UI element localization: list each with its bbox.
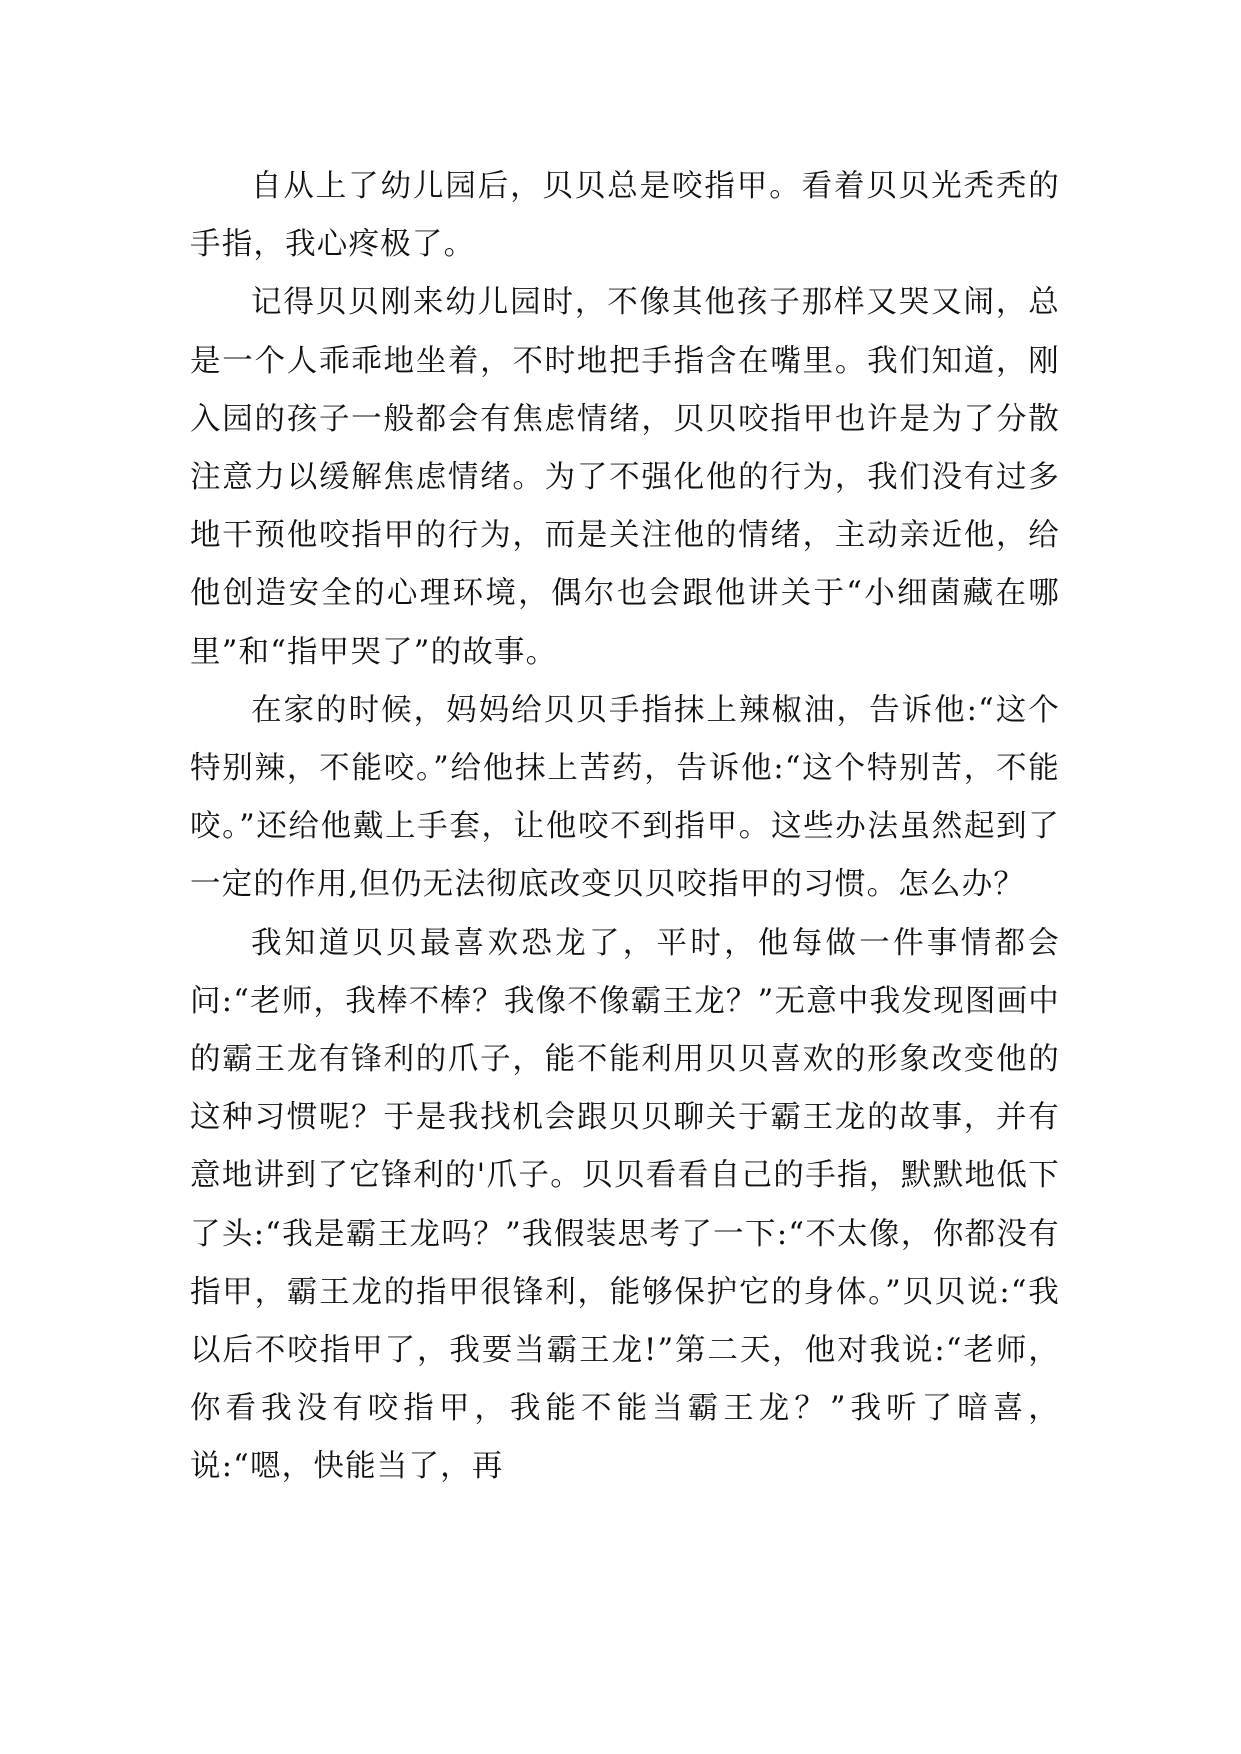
paragraph-3: 在家的时候，妈妈给贝贝手指抹上辣椒油，告诉他:“这个特别辣，不能咬。”给他抹上苦药，告诉他:“这个特别苦，不能咬。”还给他戴上手套，让他咬不到指甲。这些办法虽然起到了一定的作用,但仍无法彻底改变贝贝咬指甲的习惯。怎么办？: [190, 692, 1060, 903]
document-page: [190, 158, 1060, 1497]
paragraph-4: 我知道贝贝最喜欢恐龙了，平时，他每做一件事情都会问:“老师，我棒不棒？我像不像霸王龙？”无意中我发现图画中的霸王龙有锋利的爪子，能不能利用贝贝喜欢的形象改变他的这种习惯呢？于是我找机会跟贝贝聊关于霸王龙的故事，并有意地讲到了它锋利的'爪子。贝贝看看自己的手指，默默地低下了头:“我是霸王龙吗？”我假装思考了一下:“不太像，你都没有指甲，霸王龙的指甲很锋利，能够保护它的身体。”贝贝说:“我以后不咬指甲了，我要当霸王龙!”第二天，他对我说:“老师，你看我没有咬指甲，我能不能当霸王龙？”我听了暗喜，说:“嗯，快能当了，再: [190, 925, 1060, 1485]
paragraph-2: 记得贝贝刚来幼儿园时，不像其他孩子那样又哭又闹，总是一个人乖乖地坐着，不时地把手指含在嘴里。我们知道，刚入园的孩子一般都会有焦虑情绪，贝贝咬指甲也许是为了分散注意力以缓解焦虑情绪。为了不强化他的行为，我们没有过多地干预他咬指甲的行为，而是关注他的情绪，主动亲近他，给他创造安全的心理环境，偶尔也会跟他讲关于“小细菌藏在哪里”和“指甲哭了”的故事。: [190, 285, 1060, 670]
paragraph-1: 自从上了幼儿园后，贝贝总是咬指甲。看着贝贝光秃秃的手指，我心疼极了。: [190, 169, 1060, 263]
